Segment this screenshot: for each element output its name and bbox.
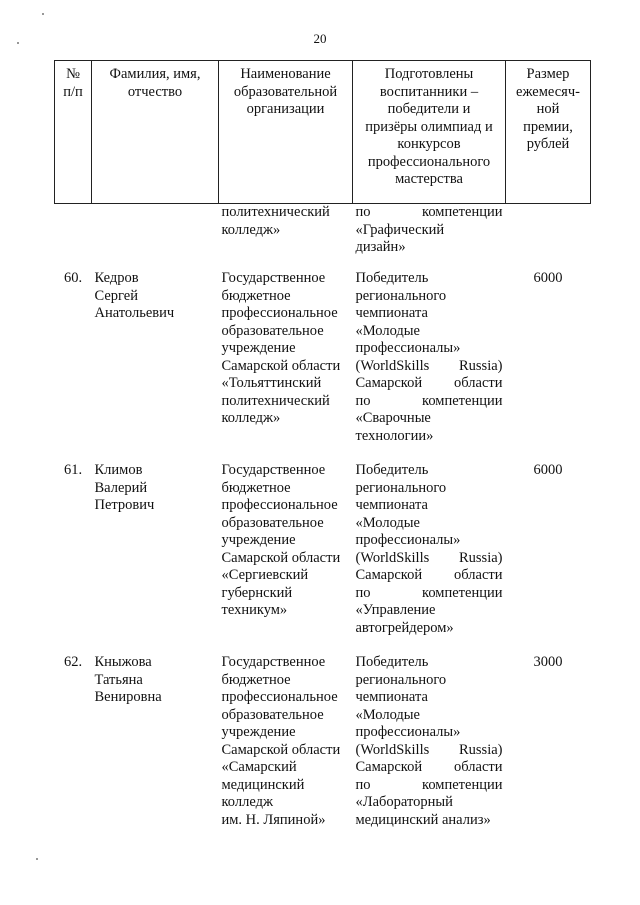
header-num: № п/п: [55, 61, 92, 204]
page-number: 20: [313, 31, 327, 46]
prepared-achievement: Победитель регионального чемпионата «Молодые профессионалы» (WorldSkills Russia) Самарской области по компетенции «Управление автогрейдером»: [355, 462, 503, 636]
person-name: Кныжова Татьяна Венировна: [94, 654, 162, 705]
header-prepared: Подготовлены воспитанники – победители и призёры олимпиад и конкурсов профессионального мастерства: [353, 61, 506, 204]
header-premium: Размер ежемесяч- ной премии, рублей: [506, 61, 591, 204]
awards-table: [54, 60, 591, 829]
premium-amount: 6000: [533, 270, 563, 286]
premium-amount: 3000: [533, 654, 563, 670]
table-row: [55, 270, 591, 462]
table-row: [55, 654, 591, 829]
scan-speck: [36, 858, 38, 860]
organization: Государственное бюджетное профессиональное образовательное учреждение Самарской области «Тольяттинский политехнический колледж»: [221, 270, 341, 426]
continuation-organization: политехнический колледж»: [221, 204, 330, 238]
person-name: Климов Валерий Петрович: [94, 462, 155, 513]
prepared-achievement: Победитель регионального чемпионата «Молодые профессионалы» (WorldSkills Russia) Самарской области по компетенции «Лабораторный медицинский анализ»: [355, 654, 503, 828]
header-name: Фамилия, имя, отчество: [92, 61, 219, 204]
header-row: [55, 61, 591, 204]
premium-amount: 6000: [533, 462, 563, 478]
person-name: Кедров Сергей Анатольевич: [94, 270, 175, 321]
scan-speck: [42, 13, 44, 15]
organization: Государственное бюджетное профессиональное образовательное учреждение Самарской области «Сергиевский губернский техникум»: [221, 462, 341, 618]
continuation-row: [55, 204, 591, 271]
table-row: [55, 462, 591, 654]
row-number: 62.: [63, 654, 83, 670]
prepared-achievement: Победитель регионального чемпионата «Молодые профессионалы» (WorldSkills Russia) Самарской области по компетенции «Сварочные технологии»: [355, 270, 503, 444]
header-organization: Наименование образовательной организации: [219, 61, 353, 204]
row-number: 60.: [63, 270, 83, 286]
organization: Государственное бюджетное профессиональное образовательное учреждение Самарской области «Самарский медицинский колледж им. Н. Ляпиной»: [221, 654, 341, 828]
continuation-prepared: по компетенции «Графический дизайн»: [355, 204, 503, 255]
row-number: 61.: [63, 462, 83, 478]
